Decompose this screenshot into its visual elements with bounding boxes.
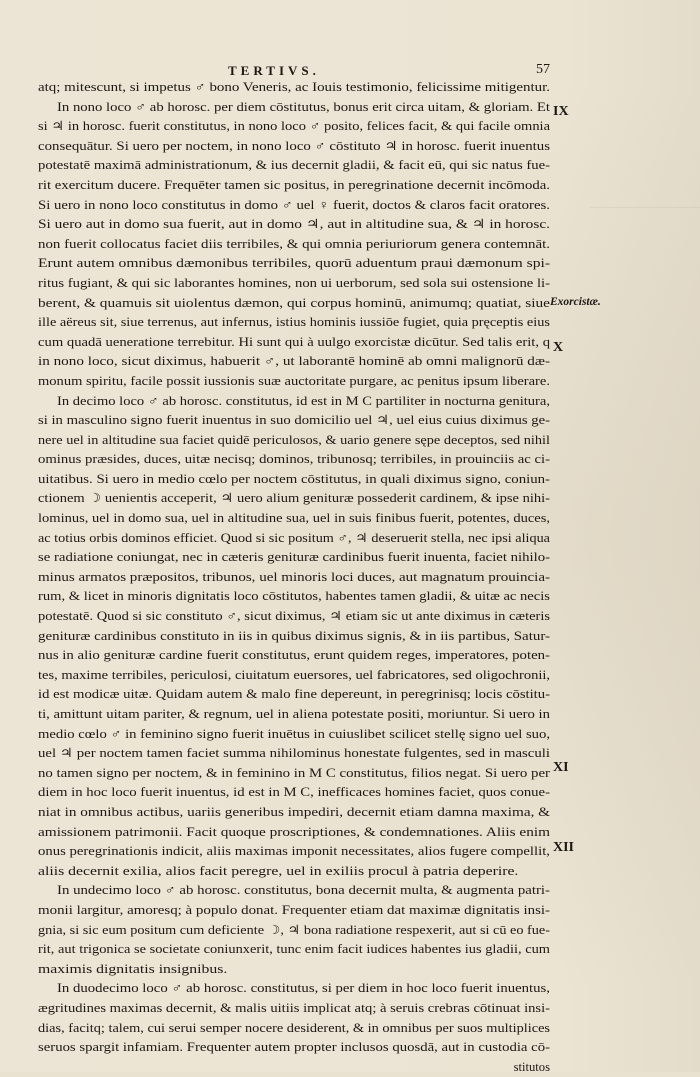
text-line: si ♃ in horosc. fuerit constitutus, in nono loco ♂ posito, felices facit, & qui facile omnia [38,119,551,134]
text-line: genituræ cardinibus constituto in iis in quibus diximus signis, & in iis partibus, Satur- [38,628,550,643]
text-line: ægritudines maximas decernit, & malis uitiis implicat atq; à seruis crebras cōtinuat insi- [38,1000,550,1015]
text-line: atq; mitescunt, si impetus ♂ bono Veneris, ac Iouis testimonio, felicissime mitigentur. [38,80,550,94]
text-line: in nono loco, sicut diximus, habuerit ♂, ut laborantē hominē ab omni malignorū dæ- [38,354,551,369]
text-line: ctionem ☽ uenientis acceperit, ♃ uero alium genituræ possederit cardinem, & ipse nihi- [38,491,550,506]
text-line: tes, maxime terribiles, periculosi, ciuitatum euersores, uel fabricatores, sed oligochronii, [38,667,551,682]
text-line: seruos spargit infamiam. Frequenter autem propter inclusos quosdā, aut in custodia cō- [38,1040,550,1055]
text-line: aliis decernit exilia, alios facit peregre, uel in exiliis procul à patria deperire. [38,863,519,878]
text-line: In decimo loco ♂ ab horosc. constitutus, id est in M C partiliter in nocturna genitura, [57,393,551,408]
text-line: potestatē maximā administrationum, & ius decernit gladii, & facit eū, qui sic natus fue- [38,158,550,173]
text-line: Si uero in nono loco constitutus in domo ♂ uel ♀ fuerit, doctos & claros facit oratores. [38,197,550,212]
text-line: medio cœlo ♂ in feminino signo fuerit inuētus in cuiuslibet scilicet stellę signo uel suo, [38,726,551,741]
text-line: si in masculino signo fuerit inuentus in suo domicilio uel ♃, uel eius cuius diximus ge- [38,413,551,428]
catchword: stitutos [513,1059,550,1074]
text-line: uel ♃ per noctem tamen faciet summa nihilominus honestate fulgentes, sed in masculi [38,746,551,761]
text-line: Erunt autem omnibus dæmonibus terribiles, quorū aduentum praui dæmonum spi- [38,256,551,271]
text-line: monii largitur, amoresq; à populo donat. Frequenter etiam dat maximæ dignitatis insi- [38,902,551,917]
text-line: lominus, uel in domo sua, uel in altitudine sua, uel in suis finibus fuerit, potentes, duces, [38,511,551,526]
text-line: onus peregrinationis indicit, aliis maximas imponit necessitates, alios fugere compellit, [38,844,550,859]
text-line: nus in alio genituræ cardine fuerit constitutus, erunt quidem reges, imperatores, poten- [38,648,550,663]
text-line: uitatibus. Si uero in medio cœlo per noctem cōstitutus, in quali diximus signo, coniun- [38,471,550,486]
text-line: niat in omnibus actibus, uariis generibus impediri, decernit etiam damna maxima, & [38,804,551,819]
text-line: id est modicæ uitæ. Quidam autem & malo fine depereunt, in peregrinisq; locis cōstitu- [38,687,550,702]
text-line: potestatē. Quod si sic constituto ♂, sicut diximus, ♃ etiam sic ut ante diximus in cæteris [38,609,551,624]
margin-note-x: X [553,340,564,355]
text-line: ac totius orbis dominos efficiet. Quod si sic positum ♂, ♃ deseruerit stella, nec ipsi aliqua [38,530,550,545]
text-line: consequātur. Si uero per noctem, in nono loco ♂ cōstituto ♃ in horosc. fuerit inuentus [38,138,550,153]
text-line: dias, facitq; talem, cui serui semper nocere desiderent, & in omnibus per suos multiplices [38,1020,551,1035]
text-line: In undecimo loco ♂ ab horosc. constitutus, bona decernit multa, & augmenta patri- [57,883,550,898]
text-line: rum, & licet in minoris dignitatis loco cōstitutos, habentes tamen gladii, & uitæ ac necis [38,589,550,604]
text-line: rit, aut trigonica se societate coniunxerit, tunc enim facit iudices habentes ius gladii, cum [38,942,551,957]
text-line: rit exercitum ducere. Frequēter tamen sic positus, in peregrinatione decernit incōmoda. [38,177,550,192]
text-line: In duodecimo loco ♂ ab horosc. constitutus, si per diem in hoc loco fuerit inuentus, [57,981,550,996]
text-line: ritus fugiant, & qui sic laborantes homines, non ui uerborum, sed sola sui ostensione li- [38,275,550,290]
margin-note-ix: IX [553,104,569,119]
margin-note-exorcista: Exorcistæ. [550,296,601,308]
margin-note-xi: XI [553,760,569,775]
text-line: monum spiritu, facile possit iussionis suæ auctoritate purgare, ac penitus ipsum liberare. [38,373,550,388]
text-line: ominus præsides, duces, uitæ necisq; dominos, tribunosq; terribiles, in prouinciis ac ci- [38,452,551,467]
text-line: ti, amittunt uitam pariter, & regnum, uel in aliena potestate positi, moriuntur. Si uero in [38,707,550,721]
text-line: ille aëreus sit, siue terrenus, aut infernus, istius hominis iussiōe fugiet, quia pręceptis eius [38,315,550,330]
text-line: berent, & quamuis sit uiolentus dæmon, qui corpus hominū, animumq; quatiat, siue [38,295,550,310]
bleed-through-text [590,190,700,550]
page-number: 57 [536,62,550,77]
running-title: TERTIVS. [228,63,320,78]
text-line: nere uel in altitudine sua faciet quidē periculosos, & uario genere sępe deceptos, sed nihil [38,432,551,447]
text-line: cum quadā ueneratione terrebitur. Hi sunt qui à uulgo exorcistæ dicūtur. Sed talis erit, q [38,334,551,349]
margin-note-xii: XII [553,840,575,855]
text-line: no tamen signo per noctem, & in feminino in M C constitutus, filios negat. Si uero per [38,765,550,780]
text-line: gnia, si sic eum positum cum deficiente ☽, ♃ bona radiatione respexerit, aut si cū eo fue- [38,922,551,937]
text-line: In nono loco ♂ ab horosc. per diem cōstitutus, bonus erit circa uitam, & gloriam. Et [57,99,551,114]
text-line: minus armatos præpositos, tribunos, uel minoris loci duces, aut magnatum prouincia- [38,569,551,584]
text-line: maximis dignitatis insignibus. [38,961,228,976]
text-line: amissionem patrimonii. Facit quoque proscriptiones, & condemnationes. Aliis enim [38,824,551,839]
body-text [38,78,550,1077]
text-line: se radiatione coniungat, nec in cæteris genituræ cardinibus fuerit inuenta, faciet nihilo- [38,550,551,565]
text-line: non fuerit collocatus faciet diis terribiles, & qui omnia periuriorum genera contemnāt. [38,236,550,251]
text-line: diem in hoc loco fuerit inuentus, id est in M C, inefficaces homines faciet, quos conue- [38,785,550,800]
text-line: Si uero aut in domo sua fuerit, aut in domo ♃, aut in altitudine sua, & ♃ in horosc. [38,217,551,232]
